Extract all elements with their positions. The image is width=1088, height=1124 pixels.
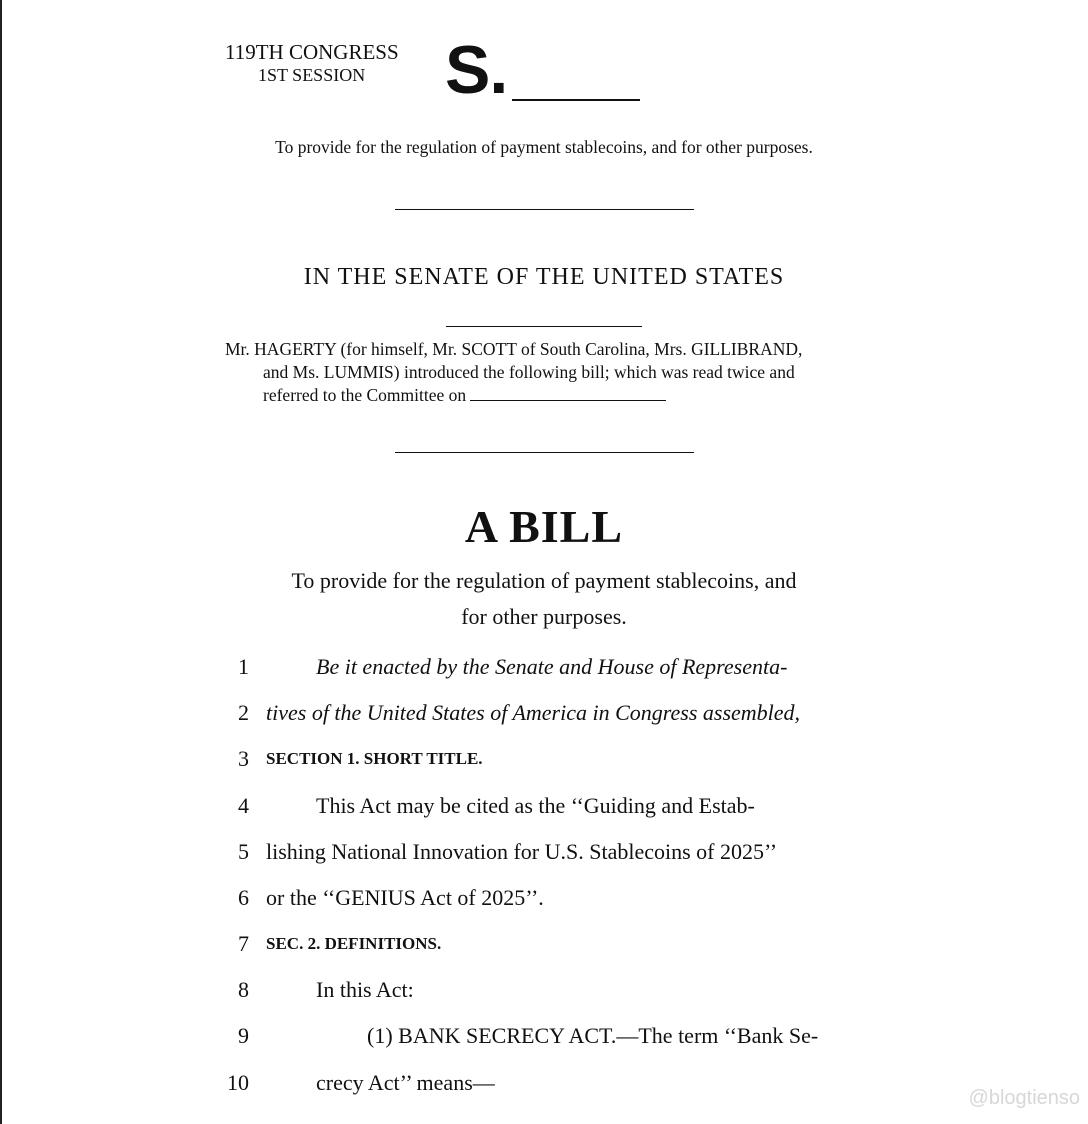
committee-label: referred to the Committee on [263,385,467,405]
committee-blank [470,386,666,401]
divider [395,209,694,210]
page-left-edge [0,0,2,1124]
definition-term: (1) BANK SECRECY ACT. [367,1023,617,1048]
long-title-line: To provide for the regulation of payment stablecoins, and [291,568,797,593]
line-number: 6 [238,885,249,910]
line-number: 2 [238,700,249,725]
bill-heading: A BILL [464,501,624,552]
session-label: 1ST SESSION [258,65,366,85]
bill-text-line: In this Act: [316,977,414,1002]
bill-text-line: or the ‘‘GENIUS Act of 2025’’. [266,885,544,910]
senate-heading: IN THE SENATE OF THE UNITED STATES [303,264,785,290]
section-heading: SEC. 2. DEFINITIONS. [266,934,442,953]
line-number: 3 [238,746,249,771]
enacting-clause: Be it enacted by the Senate and House of Representa- [316,654,788,679]
line-number: 7 [238,931,249,956]
definition-text: —The term ‘‘Bank Se- [616,1023,819,1048]
introduction-line [225,384,870,407]
watermark: @blogtienso [968,1087,1080,1109]
line-number: 10 [227,1070,249,1095]
bill-text-line: lishing National Innovation for U.S. Stablecoins of 2025’’ [266,839,778,864]
long-title-line: for other purposes. [461,604,627,629]
divider [395,452,694,453]
divider [446,326,642,327]
line-number: 8 [238,977,249,1002]
line-number: 5 [238,839,249,864]
bill-text-line: This Act may be cited as the ‘‘Guiding and Estab- [316,793,755,818]
introduction [225,338,870,407]
bill-number-blank [512,99,640,101]
long-title [0,563,1088,635]
bill-prefix: S. [445,32,508,108]
enacting-clause: tives of the United States of America in Congress assembled, [266,700,801,725]
introduction-line: Mr. HAGERTY (for himself, Mr. SCOTT of South Carolina, Mrs. GILLIBRAND, [225,339,803,359]
line-number: 1 [238,654,249,679]
line-number: 4 [238,793,249,818]
line-number: 9 [238,1023,249,1048]
bill-text-line: crecy Act’’ means— [316,1070,495,1095]
congress-label: 119TH CONGRESS [225,40,399,64]
introduction-line: and Ms. LUMMIS) introduced the following bill; which was read twice and [263,362,795,382]
purpose-top: To provide for the regulation of payment stablecoins, and for other purposes. [275,137,813,157]
section-heading: SECTION 1. SHORT TITLE. [266,749,483,768]
bill-text-line [266,1022,818,1050]
